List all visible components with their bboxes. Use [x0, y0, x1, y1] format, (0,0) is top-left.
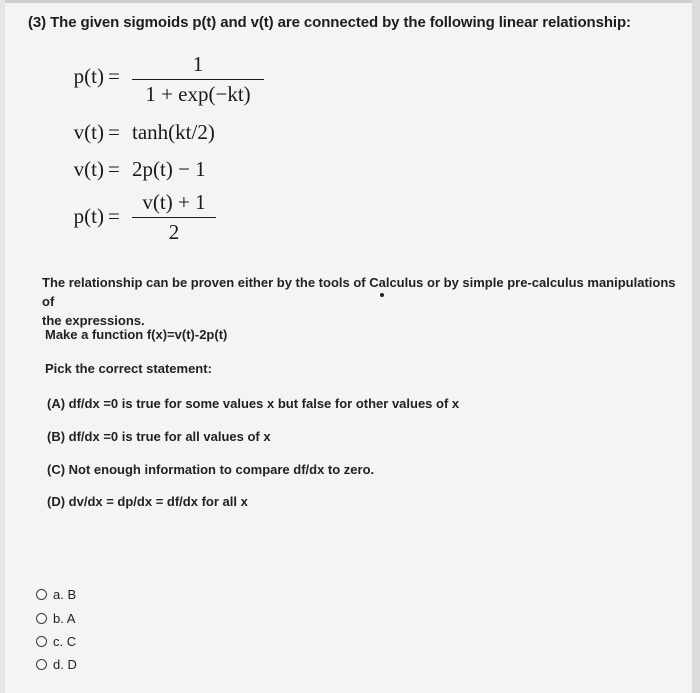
equation-4-fraction	[132, 190, 216, 245]
screen-edge-top	[0, 0, 700, 3]
radio-button[interactable]	[36, 636, 47, 647]
answer-option-d[interactable]	[36, 655, 77, 673]
equation-1-equals: =	[108, 64, 120, 88]
fraction-bar	[132, 217, 216, 218]
equation-4-lhs: p(t)	[73, 204, 104, 228]
equation-2-lhs: v(t)	[73, 120, 104, 144]
mouse-cursor-dot	[380, 293, 384, 297]
equation-2-equals: =	[108, 120, 120, 144]
answer-option-label: d. D	[53, 656, 77, 672]
equation-1-fraction	[132, 52, 264, 107]
statement-d: (D) dv/dx = dp/dx = df/dx for all x	[47, 494, 248, 509]
proof-line-2: the expressions.	[42, 313, 145, 328]
radio-button[interactable]	[36, 613, 47, 624]
equation-3-rhs: 2p(t) − 1	[132, 157, 206, 181]
answer-option-c[interactable]	[36, 632, 76, 650]
equation-4-equals: =	[108, 204, 120, 228]
statement-b: (B) df/dx =0 is true for all values of x	[47, 429, 271, 444]
proof-paragraph	[42, 273, 682, 330]
statement-c: (C) Not enough information to compare df/dx to zero.	[47, 462, 375, 477]
equation-3-equals: =	[108, 157, 120, 181]
pick-statement-text: Pick the correct statement:	[45, 361, 212, 376]
equation-3	[40, 157, 300, 183]
proof-line-1: The relationship can be proven either by the tools of Calculus or by simple pre-calculus manipulations of	[42, 275, 676, 309]
question-title: (3) The given sigmoids p(t) and v(t) are connected by the following linear relationship:	[28, 14, 631, 31]
answer-option-label: a. B	[53, 586, 77, 602]
equation-2-rhs: tanh(kt/2)	[132, 120, 215, 144]
equation-1	[40, 52, 300, 108]
fraction-bar	[132, 79, 264, 80]
equation-4	[40, 190, 300, 246]
statement-a: (A) df/dx =0 is true for some values x but false for other values of x	[47, 396, 460, 411]
equation-4-numerator: v(t) + 1	[142, 190, 206, 214]
answer-option-label: c. C	[53, 633, 77, 649]
radio-button[interactable]	[36, 589, 47, 600]
equation-1-numerator: 1	[192, 52, 204, 76]
equation-4-denominator: 2	[168, 220, 180, 245]
screen-edge-right	[692, 0, 700, 693]
answer-option-a[interactable]	[36, 585, 76, 603]
make-function-text: Make a function f(x)=v(t)-2p(t)	[45, 327, 228, 342]
equation-3-lhs: v(t)	[73, 157, 104, 181]
radio-button[interactable]	[36, 659, 47, 670]
equation-2	[40, 120, 300, 146]
answer-option-b[interactable]	[36, 609, 75, 627]
equation-1-lhs: p(t)	[73, 64, 104, 88]
screen-edge-left	[0, 0, 5, 693]
equation-1-denominator: 1 + exp(−kt)	[145, 82, 251, 107]
answer-option-label: b. A	[53, 610, 76, 626]
